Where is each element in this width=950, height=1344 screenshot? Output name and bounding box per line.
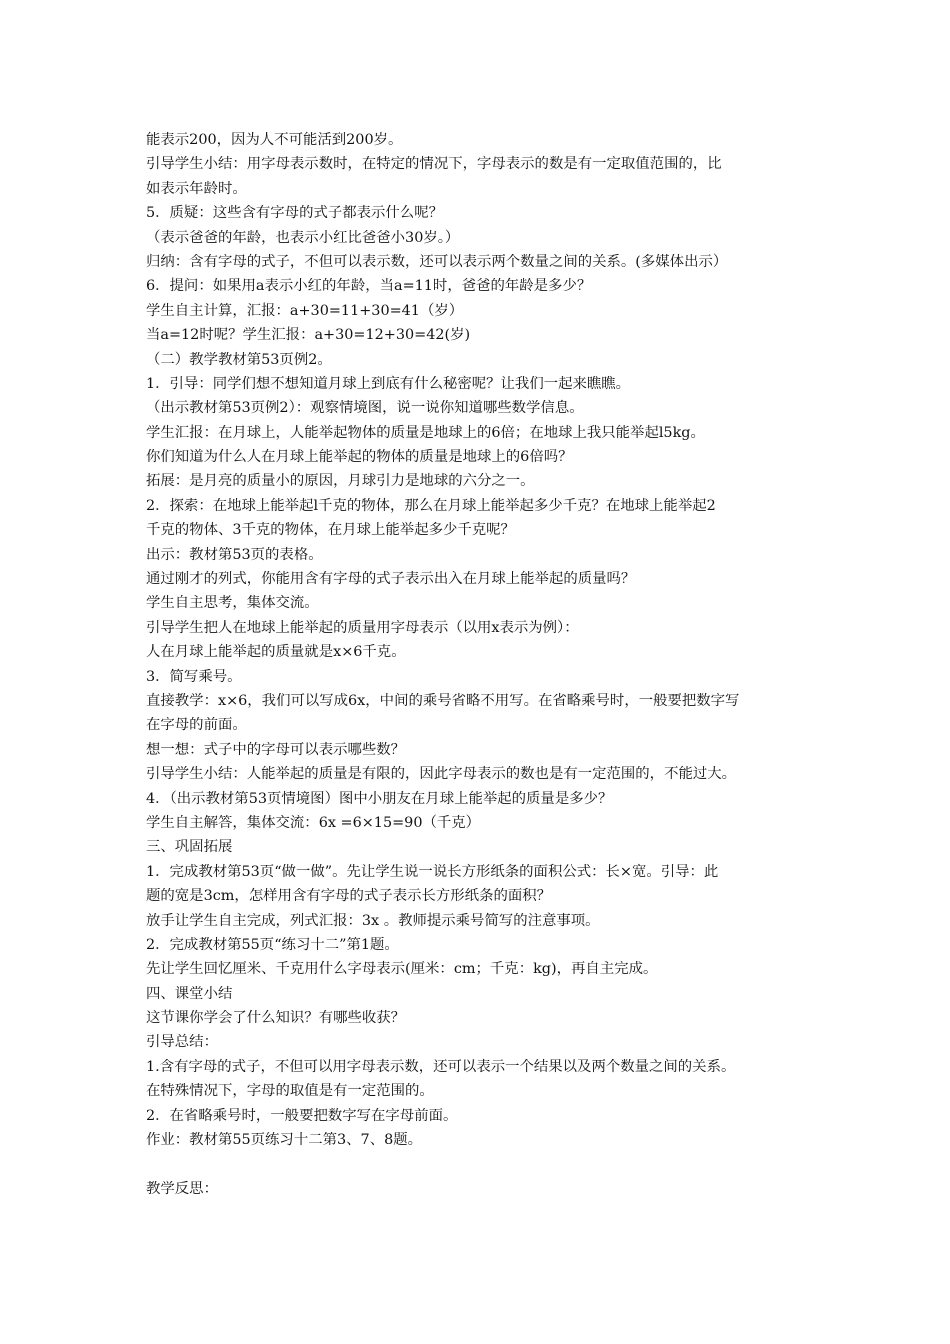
text-line: 2．完成教材第55页“练习十二”第1题。 xyxy=(146,936,399,953)
text-line: 当a=12时呢？学生汇报：a+30=12+30=42(岁) xyxy=(146,327,471,344)
section-heading: 三、巩固拓展 xyxy=(146,839,233,856)
text-line: 拓展：是月亮的质量小的原因，月球引力是地球的六分之一。 xyxy=(146,473,535,490)
text-line: 引导学生小结：用字母表示数时，在特定的情况下，字母表示的数是有一定取值范围的，比 xyxy=(146,156,722,173)
text-line: 题的宽是3cm，怎样用含有字母的式子表示长方形纸条的面积？ xyxy=(146,888,552,905)
text-line: 在字母的前面。 xyxy=(146,717,247,734)
text-line: 引导学生把人在地球上能举起的质量用字母表示（以用x表示为例）： xyxy=(146,619,579,636)
text-line: 学生自主计算，汇报：a+30=11+30=41（岁） xyxy=(146,302,464,319)
text-line: 2．在省略乘号时，一般要把数字写在字母前面。 xyxy=(146,1107,458,1124)
text-line: 放手让学生自主完成，列式汇报：3x 。教师提示乘号简写的注意事项。 xyxy=(146,912,600,929)
text-line: 你们知道为什么人在月球上能举起的物体的质量是地球上的6倍吗？ xyxy=(146,449,573,466)
text-line: （表示爸爸的年龄，也表示小红比爸爸小30岁。） xyxy=(146,229,460,246)
text-line: 6．提问：如果用a表示小红的年龄，当a=11时，爸爸的年龄是多少？ xyxy=(146,278,592,295)
text-line: 1．引导：同学们想不想知道月球上到底有什么秘密呢？让我们一起来瞧瞧。 xyxy=(146,375,631,392)
text-line: 学生汇报：在月球上，人能举起物体的质量是地球上的6倍；在地球上我只能举起l5kg。 xyxy=(146,424,705,441)
text-line: 先让学生回忆厘米、千克用什么字母表示(厘米：cm；千克：kg)，再自主完成。 xyxy=(146,961,658,978)
text-line: （出示教材第53页例2）：观察情境图，说一说你知道哪些数学信息。 xyxy=(146,400,584,417)
text-line: 引导总结： xyxy=(146,1034,218,1051)
text-line: 1．完成教材第53页“做一做”。先让学生说一说长方形纸条的面积公式：长×宽。引导：此 xyxy=(146,863,719,880)
text-line: 5．质疑：这些含有字母的式子都表示什么呢？ xyxy=(146,205,443,222)
text-line: 3．简写乘号。 xyxy=(146,668,242,685)
section-heading: 四、课堂小结 xyxy=(146,985,233,1002)
text-line: 引导学生小结：人能举起的质量是有限的，因此字母表示的数也是有一定范围的，不能过大。 xyxy=(146,766,737,783)
reflection-heading: 教学反思： xyxy=(146,1180,218,1197)
text-line: 通过刚才的列式，你能用含有字母的式子表示出入在月球上能举起的质量吗？ xyxy=(146,571,636,588)
text-line: 1.含有字母的式子，不但可以用字母表示数，还可以表示一个结果以及两个数量之间的关系。 xyxy=(146,1058,736,1075)
text-line: 如表示年龄时。 xyxy=(146,180,247,197)
text-line: 这节课你学会了什么知识？有哪些收获？ xyxy=(146,1010,406,1027)
text-line: 出示：教材第53页的表格。 xyxy=(146,546,323,563)
text-line: 归纳：含有字母的式子，不但可以表示数，还可以表示两个数量之间的关系。(多媒体出示） xyxy=(146,253,728,270)
text-line: 学生自主解答，集体交流：6x =6×15=90（千克） xyxy=(146,814,481,831)
text-line: 2．探索：在地球上能举起l千克的物体，那么在月球上能举起多少千克？在地球上能举起2 xyxy=(146,497,716,514)
text-line: 4．（出示教材第53页情境图）图中小朋友在月球上能举起的质量是多少？ xyxy=(146,790,613,807)
text-line: 千克的物体、3千克的物体，在月球上能举起多少千克呢？ xyxy=(146,522,515,539)
text-line: 想一想：式子中的字母可以表示哪些数？ xyxy=(146,741,406,758)
text-line: 作业：教材第55页练习十二第3、7、8题。 xyxy=(146,1132,423,1149)
document-page xyxy=(146,128,826,1201)
text-line: 能表示200，因为人不可能活到200岁。 xyxy=(146,132,403,148)
blank-line xyxy=(146,1152,826,1176)
text-line: 学生自主思考，集体交流。 xyxy=(146,595,319,612)
section-heading: （二）教学教材第53页例2。 xyxy=(146,351,332,368)
text-line: 人在月球上能举起的质量就是x×6千克。 xyxy=(146,644,406,661)
text-line: 直接教学：x×6，我们可以写成6x，中间的乘号省略不用写。在省略乘号时，一般要把数字写 xyxy=(146,692,740,709)
text-line: 在特殊情况下，字母的取值是有一定范围的。 xyxy=(146,1083,434,1100)
